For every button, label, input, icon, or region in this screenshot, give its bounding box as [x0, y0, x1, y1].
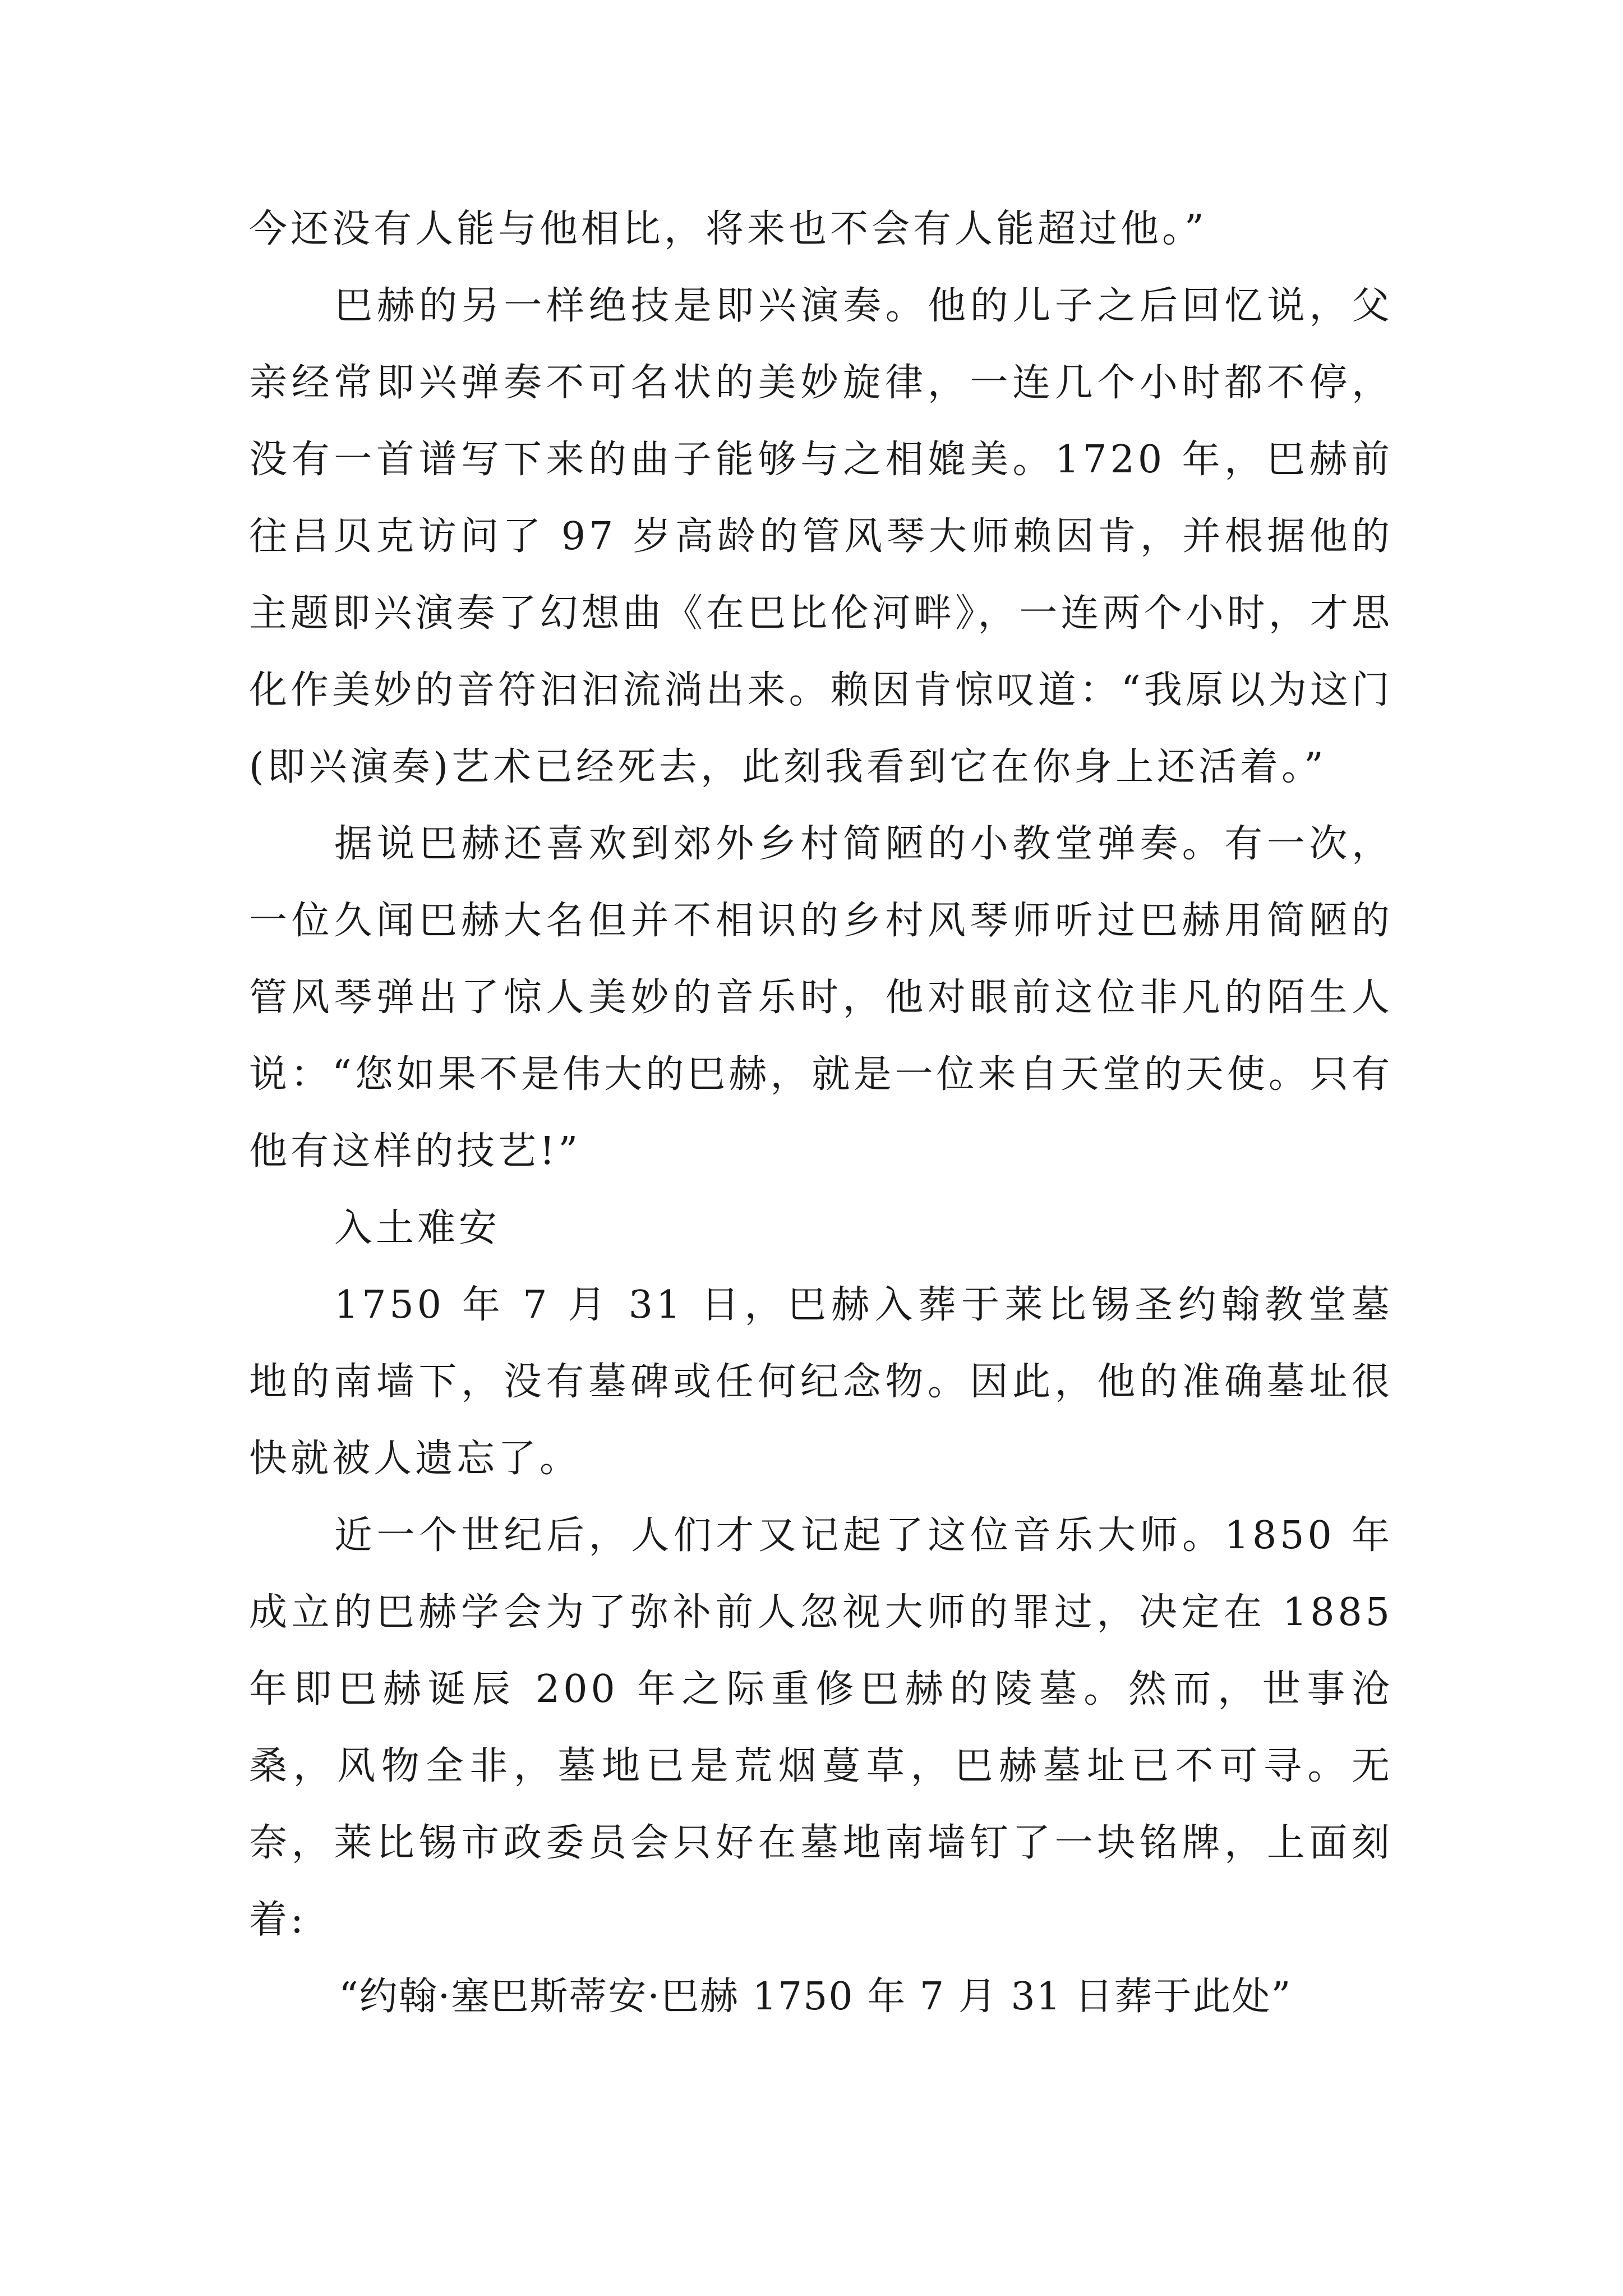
paragraph-burial: 1750 年 7 月 31 日，巴赫入葬于莱比锡圣约翰教堂墓地的南墙下，没有墓碑或任何纪念物。因此，他的准确墓址很快就被人遗忘了。 — [249, 1283, 1393, 1481]
paragraph-continuation: 今还没有人能与他相比，将来也不会有人能超过他。” — [249, 207, 1207, 251]
plaque-inscription: “约翰·塞巴斯蒂安·巴赫 1750 年 7 月 31 日葬于此处” — [339, 1975, 1292, 2019]
paragraph-village-church: 据说巴赫还喜欢到郊外乡村简陋的小教堂弹奏。有一次，一位久闻巴赫大名但并不相识的乡村风琴师听过巴赫用简陋的管风琴弹出了惊人美妙的音乐时，他对眼前这位非凡的陌生人说：“您如果不是伟大的巴赫，就是一位来自天堂的天使。只有他有这样的技艺!” — [249, 822, 1393, 1174]
paragraph-bach-society: 近一个世纪后，人们才又记起了这位音乐大师。1850 年成立的巴赫学会为了弥补前人忽视大师的罪过，决定在 1885 年即巴赫诞辰 200 年之际重修巴赫的陵墓。然而，世事沧桑，风物全非，墓地已是荒烟蔓草，巴赫墓址已不可寻。无奈，莱比锡市政委员会只好在墓地南墙钉了一块铭牌，上面刻着: — [249, 1513, 1393, 1942]
paragraph-improvisation: 巴赫的另一样绝技是即兴演奏。他的儿子之后回忆说，父亲经常即兴弹奏不可名状的美妙旋律，一连几个小时都不停，没有一首谱写下来的曲子能够与之相媲美。1720 年，巴赫前往吕贝克访问了 97 岁高龄的管风琴大师赖因肯，并根据他的主题即兴演奏了幻想曲《在巴比伦河畔》，一连两个小时，才思化作美妙的音符汩汩流淌出来。赖因肯惊叹道：“我原以为这门(即兴演奏)艺术已经死去，此刻我看到它在你身上还活着。” — [249, 284, 1393, 789]
document-body — [249, 191, 1393, 2035]
section-heading: 入土难安 — [334, 1206, 501, 1250]
